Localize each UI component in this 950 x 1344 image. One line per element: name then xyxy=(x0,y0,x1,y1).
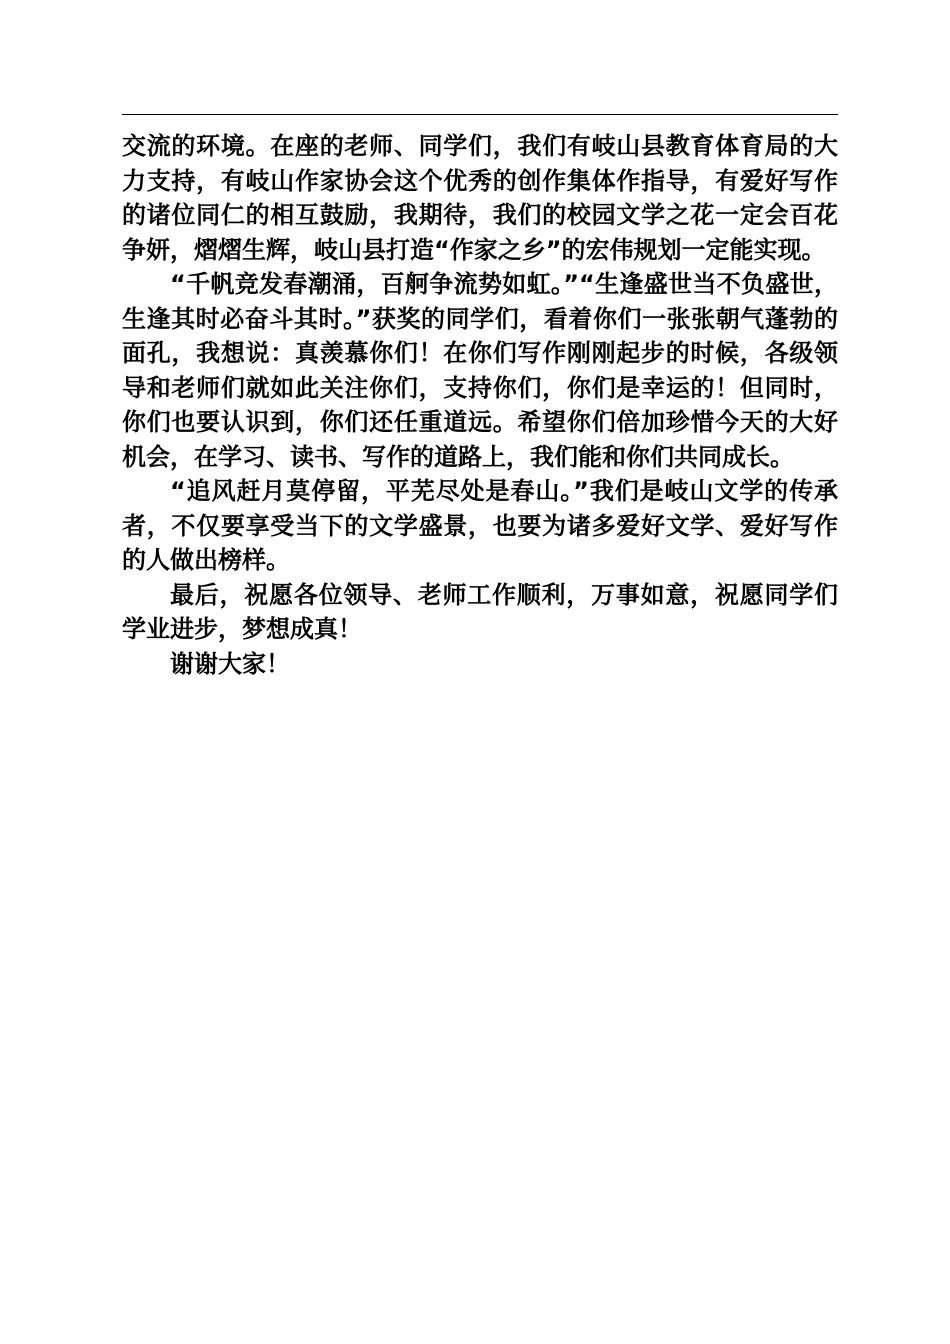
paragraph-quote-sails: “千帆竞发春潮涌，百舸争流势如虹。”“生逢盛世当不负盛世，生逢其时必奋斗其时。”获奖的同学们，看着你们一张张朝气蓬勃的面孔，我想说：真羡慕你们！在你们写作刚刚起步的时候，各级领导和老师们就如此关注你们，支持你们，你们是幸运的！但同时，你们也要认识到，你们还任重道远。希望你们倍加珍惜今天的大好机会，在学习、读书、写作的道路上，我们能和你们共同成长。 xyxy=(122,270,838,471)
paragraph-thanks: 谢谢大家！ xyxy=(170,649,290,678)
paragraph-wishes: 最后，祝愿各位领导、老师工作顺利，万事如意，祝愿同学们学业进步，梦想成真！ xyxy=(122,580,838,643)
paragraph-quote-wind: “追风赶月莫停留，平芜尽处是春山。”我们是岐山文学的传承者，不仅要享受当下的文学盛景，也要为诸多爱好文学、爱好写作的人做出榜样。 xyxy=(122,477,838,574)
header-rule xyxy=(122,114,838,115)
document-body xyxy=(122,129,838,681)
paragraph-continuation: 交流的环境。在座的老师、同学们，我们有岐山县教育体育局的大力支持，有岐山作家协会这个优秀的创作集体作指导，有爱好写作的诸位同仁的相互鼓励，我期待，我们的校园文学之花一定会百花争妍，熠熠生辉，岐山县打造“作家之乡”的宏伟规划一定能实现。 xyxy=(122,132,838,264)
